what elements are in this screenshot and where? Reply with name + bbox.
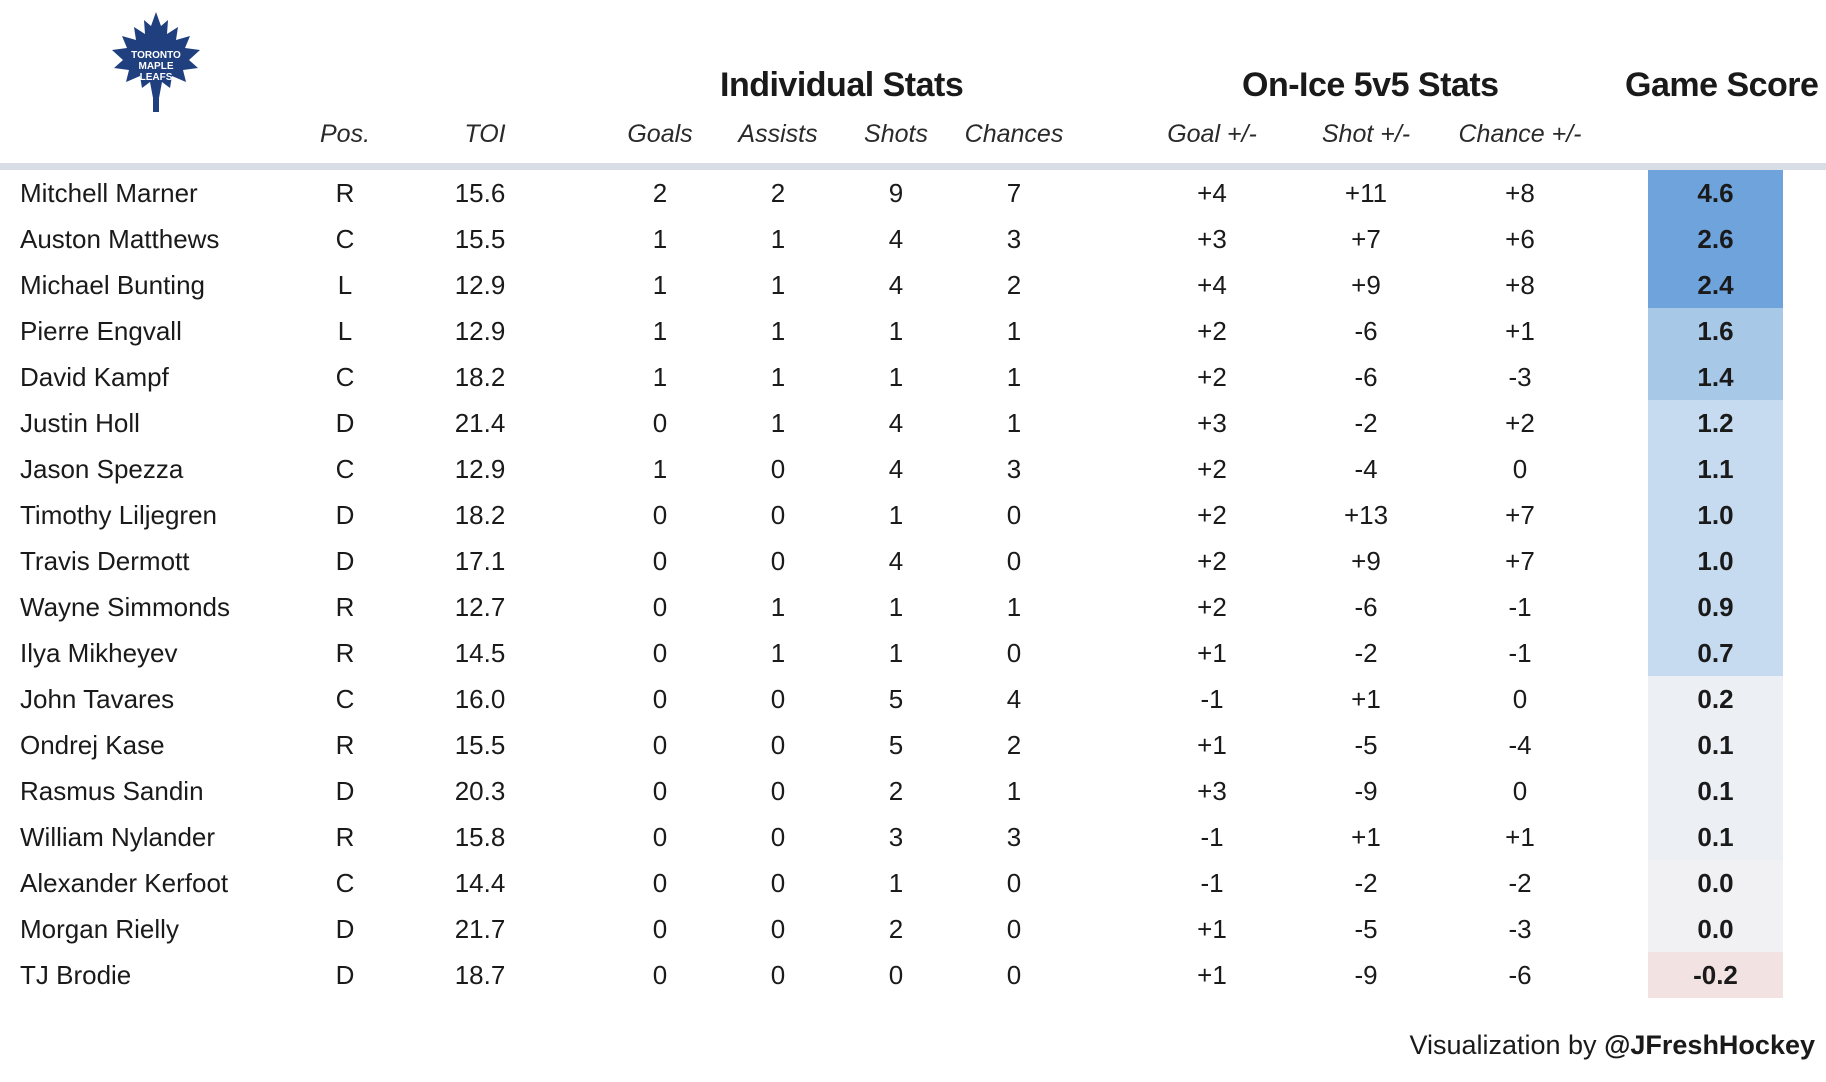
- game-score-cell: 1.4: [1648, 354, 1783, 400]
- cell-goals: 0: [652, 500, 668, 530]
- cell-chances: 0: [1006, 868, 1022, 898]
- cell-shots: 4: [888, 546, 904, 576]
- cell-shots: 0: [888, 960, 904, 990]
- cell-goals: 0: [652, 730, 668, 760]
- cell-goals: 1: [652, 224, 668, 254]
- game-score-cell: -0.2: [1648, 952, 1783, 998]
- table-row: [0, 262, 1826, 308]
- game-score-cell: 1.0: [1648, 492, 1783, 538]
- cell-goals: 1: [652, 270, 668, 300]
- cell-toi: 15.6: [454, 178, 506, 208]
- col-goal-pm: Goal +/-: [1167, 120, 1257, 148]
- table-row: [0, 676, 1826, 722]
- cell-goal-pm: +2: [1197, 500, 1227, 530]
- game-score-cell: 2.4: [1648, 262, 1783, 308]
- cell-toi: 14.5: [454, 638, 506, 668]
- cell-shot-pm: -2: [1354, 408, 1378, 438]
- col-pos: Pos.: [319, 120, 371, 148]
- cell-shot-pm: -2: [1354, 868, 1378, 898]
- cell-chance-pm: +1: [1505, 822, 1535, 852]
- cell-toi: 12.9: [454, 454, 506, 484]
- cell-pos: C: [335, 362, 355, 392]
- game-score-cell: 0.1: [1648, 814, 1783, 860]
- cell-toi: 18.2: [454, 362, 506, 392]
- cell-shot-pm: -6: [1354, 316, 1378, 346]
- cell-goals: 0: [652, 776, 668, 806]
- table-row: [0, 722, 1826, 768]
- cell-chance-pm: +7: [1505, 500, 1535, 530]
- logo-text-2: MAPLE: [138, 61, 174, 72]
- cell-goal-pm: +2: [1197, 362, 1227, 392]
- game-score-cell: 0.7: [1648, 630, 1783, 676]
- cell-chances: 1: [1006, 592, 1022, 622]
- cell-shots: 1: [888, 362, 904, 392]
- cell-pos: L: [337, 270, 353, 300]
- cell-toi: 18.2: [454, 500, 506, 530]
- cell-assists: 0: [770, 822, 786, 852]
- cell-shots: 9: [888, 178, 904, 208]
- cell-chances: 3: [1006, 454, 1022, 484]
- table-row: [0, 630, 1826, 676]
- cell-shot-pm: -2: [1354, 638, 1378, 668]
- cell-chances: 3: [1006, 822, 1022, 852]
- player-name: Auston Matthews: [20, 224, 220, 254]
- cell-goals: 1: [652, 454, 668, 484]
- game-score-cell: 2.6: [1648, 216, 1783, 262]
- player-name: Rasmus Sandin: [20, 776, 204, 806]
- cell-toi: 15.5: [454, 730, 506, 760]
- cell-chance-pm: +1: [1505, 316, 1535, 346]
- cell-assists: 1: [770, 224, 786, 254]
- cell-shots: 5: [888, 730, 904, 760]
- cell-pos: R: [335, 822, 355, 852]
- table-row: [0, 354, 1826, 400]
- cell-shots: 4: [888, 270, 904, 300]
- cell-shots: 4: [888, 454, 904, 484]
- cell-shots: 1: [888, 638, 904, 668]
- cell-assists: 1: [770, 362, 786, 392]
- player-name: Ilya Mikheyev: [20, 638, 178, 668]
- cell-goals: 1: [652, 316, 668, 346]
- cell-toi: 14.4: [454, 868, 506, 898]
- cell-pos: R: [335, 592, 355, 622]
- cell-shot-pm: -4: [1354, 454, 1378, 484]
- cell-goal-pm: -1: [1200, 684, 1224, 714]
- cell-pos: C: [335, 684, 355, 714]
- game-score-cell: 0.0: [1648, 860, 1783, 906]
- col-toi: TOI: [464, 120, 506, 148]
- cell-toi: 12.7: [454, 592, 506, 622]
- cell-shots: 1: [888, 500, 904, 530]
- col-shot-pm: Shot +/-: [1321, 120, 1411, 148]
- cell-shot-pm: -5: [1354, 914, 1378, 944]
- col-chance-pm: Chance +/-: [1458, 120, 1582, 148]
- credit: [1409, 1030, 1815, 1061]
- table-row: [0, 768, 1826, 814]
- cell-goals: 0: [652, 546, 668, 576]
- cell-chance-pm: -3: [1508, 362, 1532, 392]
- cell-chances: 0: [1006, 638, 1022, 668]
- game-score-cell: 0.2: [1648, 676, 1783, 722]
- cell-chance-pm: -1: [1508, 638, 1532, 668]
- player-name: Pierre Engvall: [20, 316, 182, 346]
- cell-assists: 2: [770, 178, 786, 208]
- cell-assists: 0: [770, 500, 786, 530]
- table-row: [0, 308, 1826, 354]
- cell-shots: 2: [888, 776, 904, 806]
- cell-chance-pm: -2: [1508, 868, 1532, 898]
- cell-shots: 5: [888, 684, 904, 714]
- cell-goal-pm: +2: [1197, 546, 1227, 576]
- cell-assists: 0: [770, 546, 786, 576]
- col-goals: Goals: [627, 120, 693, 148]
- cell-shot-pm: -6: [1354, 362, 1378, 392]
- cell-pos: D: [335, 546, 355, 576]
- cell-pos: D: [335, 914, 355, 944]
- cell-chance-pm: +2: [1505, 408, 1535, 438]
- cell-goal-pm: +4: [1197, 178, 1227, 208]
- maple-leaf-icon: [110, 10, 202, 114]
- table-row: [0, 538, 1826, 584]
- cell-chances: 0: [1006, 914, 1022, 944]
- cell-toi: 17.1: [454, 546, 506, 576]
- cell-chances: 1: [1006, 362, 1022, 392]
- cell-chance-pm: 0: [1512, 684, 1528, 714]
- cell-chances: 3: [1006, 224, 1022, 254]
- cell-shots: 1: [888, 316, 904, 346]
- cell-chances: 7: [1006, 178, 1022, 208]
- player-name: Mitchell Marner: [20, 178, 198, 208]
- cell-assists: 1: [770, 316, 786, 346]
- player-name: Jason Spezza: [20, 454, 184, 484]
- cell-chances: 0: [1006, 546, 1022, 576]
- game-score-cell: 1.1: [1648, 446, 1783, 492]
- player-name: Ondrej Kase: [20, 730, 165, 760]
- cell-chances: 2: [1006, 730, 1022, 760]
- cell-chance-pm: -6: [1508, 960, 1532, 990]
- player-name: Wayne Simmonds: [20, 592, 230, 622]
- cell-goal-pm: -1: [1200, 868, 1224, 898]
- credit-prefix: Visualization by: [1409, 1030, 1605, 1060]
- cell-goal-pm: +3: [1197, 408, 1227, 438]
- cell-goal-pm: +3: [1197, 224, 1227, 254]
- cell-goals: 0: [652, 960, 668, 990]
- cell-chances: 2: [1006, 270, 1022, 300]
- cell-pos: D: [335, 500, 355, 530]
- game-score-cell: 1.2: [1648, 400, 1783, 446]
- cell-pos: R: [335, 178, 355, 208]
- game-score-title: Game Score: [1625, 66, 1819, 104]
- logo-text-3: LEAFS: [139, 72, 173, 83]
- header-divider: [0, 163, 1826, 170]
- cell-goals: 0: [652, 868, 668, 898]
- cell-assists: 0: [770, 914, 786, 944]
- cell-chances: 0: [1006, 960, 1022, 990]
- cell-assists: 1: [770, 270, 786, 300]
- cell-chance-pm: -1: [1508, 592, 1532, 622]
- cell-shots: 1: [888, 868, 904, 898]
- cell-goals: 0: [652, 822, 668, 852]
- cell-pos: R: [335, 730, 355, 760]
- cell-chance-pm: +7: [1505, 546, 1535, 576]
- cell-shots: 1: [888, 592, 904, 622]
- cell-assists: 0: [770, 730, 786, 760]
- cell-goal-pm: +1: [1197, 730, 1227, 760]
- cell-shots: 4: [888, 408, 904, 438]
- game-score-cell: 0.0: [1648, 906, 1783, 952]
- cell-chance-pm: -4: [1508, 730, 1532, 760]
- cell-goal-pm: +3: [1197, 776, 1227, 806]
- cell-chances: 4: [1006, 684, 1022, 714]
- cell-shots: 3: [888, 822, 904, 852]
- cell-shot-pm: -9: [1354, 776, 1378, 806]
- player-name: Alexander Kerfoot: [20, 868, 229, 898]
- cell-shot-pm: -9: [1354, 960, 1378, 990]
- cell-goal-pm: -1: [1200, 822, 1224, 852]
- cell-assists: 1: [770, 638, 786, 668]
- col-shots: Shots: [864, 120, 928, 148]
- cell-toi: 15.8: [454, 822, 506, 852]
- cell-pos: D: [335, 960, 355, 990]
- cell-assists: 0: [770, 960, 786, 990]
- onice-stats-title: On-Ice 5v5 Stats: [1242, 66, 1499, 104]
- player-name: Justin Holl: [20, 408, 140, 438]
- cell-goals: 2: [652, 178, 668, 208]
- player-name: TJ Brodie: [20, 960, 132, 990]
- cell-toi: 18.7: [454, 960, 506, 990]
- cell-goal-pm: +1: [1197, 638, 1227, 668]
- cell-pos: C: [335, 454, 355, 484]
- table-row: [0, 906, 1826, 952]
- table-row: [0, 446, 1826, 492]
- table-row: [0, 170, 1826, 216]
- cell-shot-pm: +9: [1351, 546, 1381, 576]
- cell-assists: 0: [770, 684, 786, 714]
- table-row: [0, 400, 1826, 446]
- cell-toi: 15.5: [454, 224, 506, 254]
- cell-chance-pm: -3: [1508, 914, 1532, 944]
- table-row: [0, 492, 1826, 538]
- cell-shot-pm: +9: [1351, 270, 1381, 300]
- cell-shot-pm: +1: [1351, 822, 1381, 852]
- cell-assists: 0: [770, 454, 786, 484]
- cell-goals: 1: [652, 362, 668, 392]
- game-score-cell: 1.0: [1648, 538, 1783, 584]
- cell-goals: 0: [652, 638, 668, 668]
- cell-goal-pm: +2: [1197, 454, 1227, 484]
- cell-goals: 0: [652, 408, 668, 438]
- cell-goal-pm: +2: [1197, 592, 1227, 622]
- cell-assists: 0: [770, 868, 786, 898]
- cell-toi: 21.7: [454, 914, 506, 944]
- cell-toi: 12.9: [454, 316, 506, 346]
- cell-goal-pm: +1: [1197, 960, 1227, 990]
- cell-chances: 1: [1006, 776, 1022, 806]
- cell-chances: 0: [1006, 500, 1022, 530]
- cell-pos: L: [337, 316, 353, 346]
- cell-shot-pm: +7: [1351, 224, 1381, 254]
- player-name: Travis Dermott: [20, 546, 190, 576]
- cell-pos: D: [335, 776, 355, 806]
- cell-chance-pm: +8: [1505, 178, 1535, 208]
- cell-chance-pm: +8: [1505, 270, 1535, 300]
- player-name: David Kampf: [20, 362, 169, 392]
- cell-assists: 1: [770, 592, 786, 622]
- cell-assists: 0: [770, 776, 786, 806]
- cell-goals: 0: [652, 914, 668, 944]
- cell-goal-pm: +2: [1197, 316, 1227, 346]
- cell-shot-pm: +13: [1343, 500, 1389, 530]
- cell-chance-pm: 0: [1512, 454, 1528, 484]
- cell-pos: D: [335, 408, 355, 438]
- game-score-cell: 4.6: [1648, 170, 1783, 216]
- cell-toi: 16.0: [454, 684, 506, 714]
- logo-text-1: TORONTO: [131, 50, 181, 61]
- player-name: William Nylander: [20, 822, 216, 852]
- cell-pos: C: [335, 224, 355, 254]
- game-score-cell: 0.1: [1648, 722, 1783, 768]
- cell-chances: 1: [1006, 316, 1022, 346]
- table-row: [0, 584, 1826, 630]
- player-name: John Tavares: [20, 684, 175, 714]
- cell-shot-pm: -5: [1354, 730, 1378, 760]
- col-assists: Assists: [738, 120, 818, 148]
- cell-toi: 21.4: [454, 408, 506, 438]
- cell-chance-pm: 0: [1512, 776, 1528, 806]
- player-name: Timothy Liljegren: [20, 500, 218, 530]
- table-row: [0, 860, 1826, 906]
- col-chances: Chances: [964, 120, 1064, 148]
- cell-pos: C: [335, 868, 355, 898]
- individual-stats-title: Individual Stats: [720, 66, 964, 104]
- cell-goal-pm: +1: [1197, 914, 1227, 944]
- table-row: [0, 952, 1826, 998]
- cell-pos: R: [335, 638, 355, 668]
- credit-handle: @JFreshHockey: [1604, 1030, 1815, 1060]
- cell-chance-pm: +6: [1505, 224, 1535, 254]
- table-row: [0, 216, 1826, 262]
- table-row: [0, 814, 1826, 860]
- cell-chances: 1: [1006, 408, 1022, 438]
- cell-assists: 1: [770, 408, 786, 438]
- game-score-cell: 0.1: [1648, 768, 1783, 814]
- cell-shots: 4: [888, 224, 904, 254]
- cell-shot-pm: -6: [1354, 592, 1378, 622]
- cell-goal-pm: +4: [1197, 270, 1227, 300]
- cell-goals: 0: [652, 684, 668, 714]
- cell-goals: 0: [652, 592, 668, 622]
- cell-shots: 2: [888, 914, 904, 944]
- cell-shot-pm: +11: [1344, 178, 1388, 208]
- game-score-cell: 1.6: [1648, 308, 1783, 354]
- player-name: Michael Bunting: [20, 270, 205, 300]
- cell-toi: 20.3: [454, 776, 506, 806]
- game-score-cell: 0.9: [1648, 584, 1783, 630]
- cell-toi: 12.9: [454, 270, 506, 300]
- cell-shot-pm: +1: [1351, 684, 1381, 714]
- player-name: Morgan Rielly: [20, 914, 179, 944]
